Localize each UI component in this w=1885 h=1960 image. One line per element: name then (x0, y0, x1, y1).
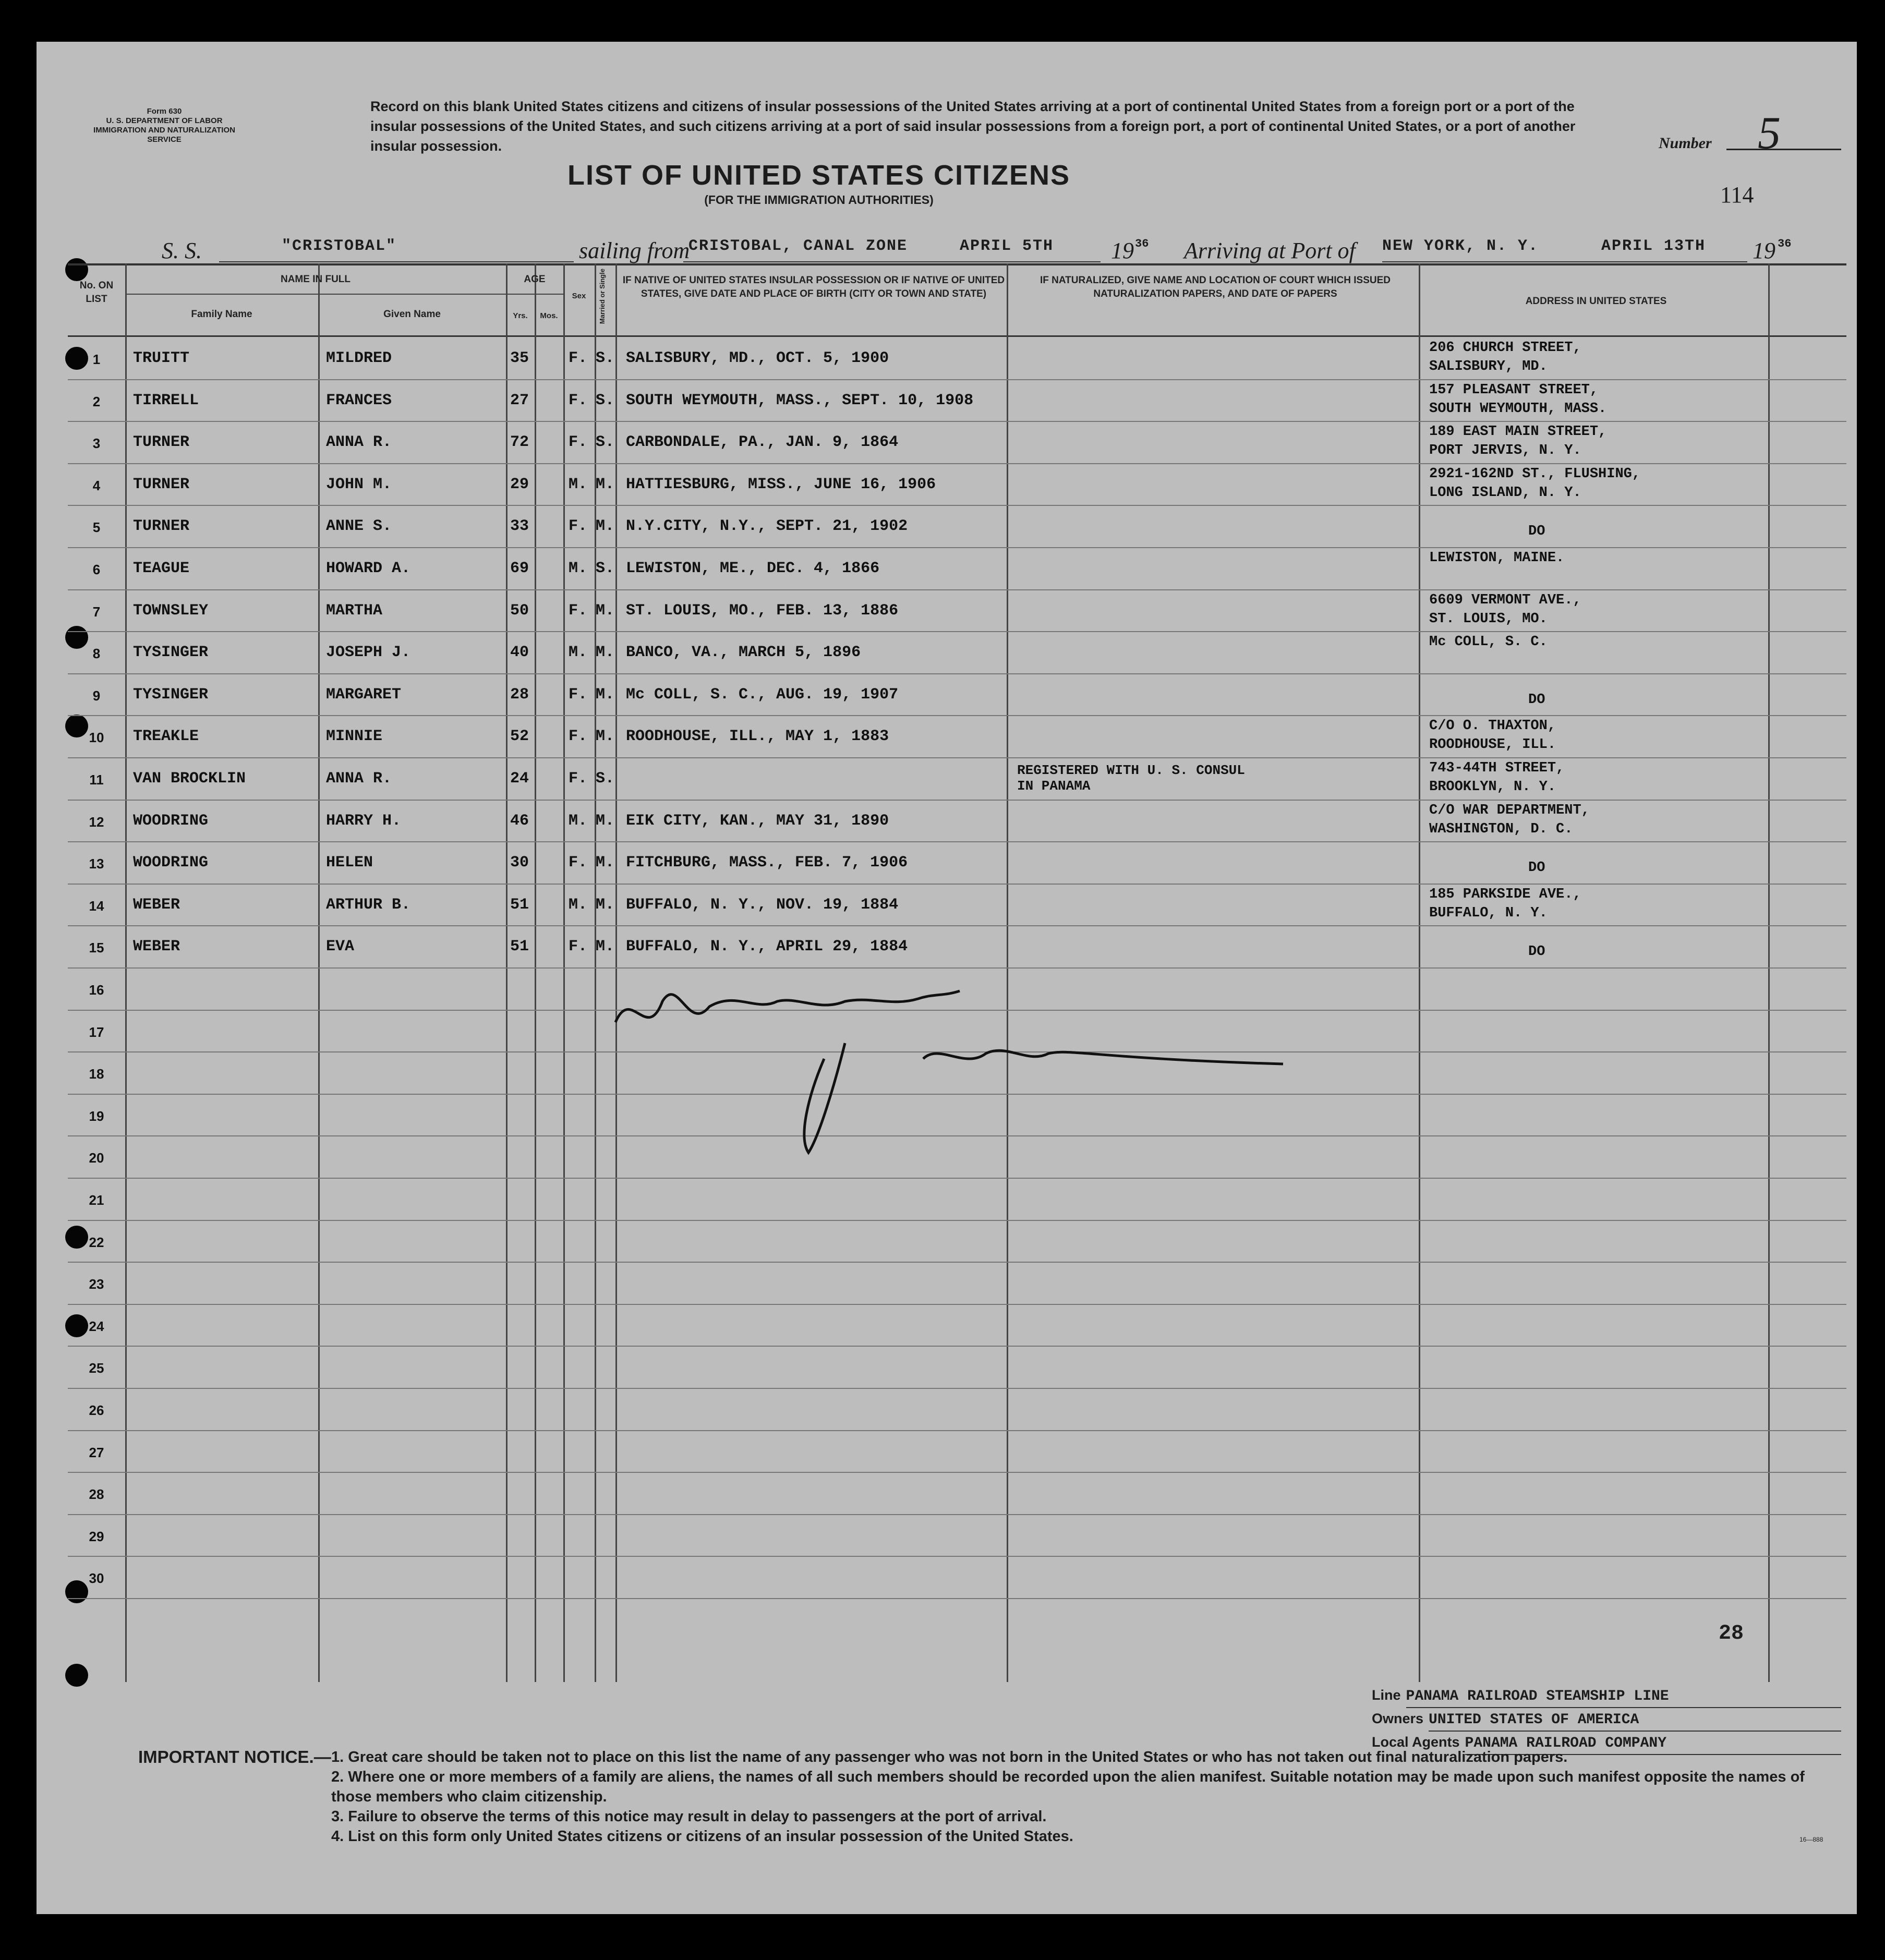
address-line-1: DO (1528, 860, 1545, 876)
row-number: 24 (89, 1318, 104, 1334)
sailing-year: 36 (1135, 237, 1149, 250)
header-name-in-full: NAME IN FULL (280, 274, 351, 285)
row-number: 18 (89, 1066, 104, 1082)
marital-status: S. (596, 560, 615, 577)
given-name: MINNIE (326, 728, 383, 746)
header-sex: Sex (572, 292, 586, 300)
address-line-1: 206 CHURCH STREET, (1429, 340, 1581, 356)
row-rule (68, 505, 1846, 506)
given-name: HELEN (326, 854, 373, 872)
address-line-2: ST. LOUIS, MO. (1429, 611, 1548, 627)
row-number: 29 (89, 1528, 104, 1544)
row-number: 27 (89, 1444, 104, 1460)
age-years: 27 (510, 391, 529, 409)
address-line-2: WASHINGTON, D. C. (1429, 821, 1573, 837)
marital-status: S. (596, 433, 615, 452)
col-rule (1007, 263, 1008, 1682)
address-line-1: DO (1528, 692, 1545, 708)
col-rule (1768, 263, 1770, 1682)
sex: F. (569, 938, 588, 956)
row-rule (68, 1514, 1846, 1515)
age-years: 51 (510, 938, 529, 956)
ss-label: S. S. (162, 238, 202, 263)
sex: F. (569, 685, 588, 704)
age-years: 33 (510, 517, 529, 536)
marital-status: M. (596, 812, 615, 830)
age-years: 29 (510, 475, 529, 493)
row-rule (68, 547, 1846, 548)
line-value: PANAMA RAILROAD STEAMSHIP LINE (1406, 1686, 1841, 1708)
header-given-name: Given Name (383, 309, 441, 320)
address-line-1: 743-44TH STREET, (1429, 760, 1565, 776)
given-name: HARRY H. (326, 812, 402, 830)
age-subrule (506, 294, 563, 295)
marital-status: M. (596, 644, 615, 662)
passenger-table (68, 263, 1846, 1682)
address-line-2: BROOKLYN, N. Y. (1429, 779, 1556, 795)
given-name: ANNE S. (326, 517, 392, 536)
page-title: LIST OF UNITED STATES CITIZENS (567, 160, 1070, 191)
row-number: 14 (89, 898, 104, 914)
header-birth: IF NATIVE OF UNITED STATES INSULAR POSSESSION OR IF NATIVE OF UNITED STATES, GIVE DATE AND PLACE OF BIRTH (CITY OR TOWN AND STATE) (622, 275, 1005, 299)
family-name: WEBER (133, 938, 180, 956)
passenger-count: 28 (1719, 1622, 1744, 1646)
family-name: TYSINGER (133, 685, 209, 704)
col-rule (615, 263, 617, 1682)
marital-status: M. (596, 728, 615, 746)
birth-place-date: HATTIESBURG, MISS., JUNE 16, 1906 (626, 475, 936, 493)
address-line-1: 2921-162ND ST., FLUSHING, (1429, 466, 1641, 482)
important-notice (138, 1747, 1833, 1846)
row-number: 22 (89, 1234, 104, 1250)
address-line-1: LEWISTON, MAINE. (1429, 550, 1565, 566)
row-number: 30 (89, 1570, 104, 1587)
from-underline (683, 261, 1101, 262)
row-number: 2 (92, 393, 101, 409)
col-rule (1419, 263, 1420, 1682)
given-name: MARGARET (326, 685, 402, 704)
arrival-year: 36 (1778, 237, 1792, 250)
address-line-2: PORT JERVIS, N. Y. (1429, 443, 1581, 459)
notice-item: 3. Failure to observe the terms of this notice may result in delay to passengers at the port of arrival. (331, 1808, 1047, 1825)
family-name: TIRRELL (133, 391, 199, 409)
header-yrs: Yrs. (513, 311, 528, 320)
row-rule (68, 925, 1846, 926)
sex: M. (569, 812, 588, 830)
birth-place-date: EIK CITY, KAN., MAY 31, 1890 (626, 812, 889, 830)
row-rule (68, 589, 1846, 590)
row-rule (68, 1556, 1846, 1557)
sex: F. (569, 391, 588, 409)
given-name: HOWARD A. (326, 560, 411, 577)
row-number: 19 (89, 1108, 104, 1124)
row-number: 4 (92, 477, 101, 493)
age-years: 24 (510, 770, 529, 788)
sex: F. (569, 728, 588, 746)
age-years: 52 (510, 728, 529, 746)
address-line-1: C/O O. THAXTON, (1429, 718, 1556, 734)
row-number: 26 (89, 1402, 104, 1418)
row-rule (68, 715, 1846, 716)
row-rule (68, 841, 1846, 842)
manifest-page (37, 42, 1857, 1914)
birth-place-date: FITCHBURG, MASS., FEB. 7, 1906 (626, 854, 908, 872)
year-prefix-2: 19 (1753, 238, 1775, 263)
sex: F. (569, 517, 588, 536)
arrival-port: NEW YORK, N. Y. (1382, 237, 1539, 255)
row-number: 23 (89, 1276, 104, 1292)
sex: F. (569, 854, 588, 872)
birth-place-date: Mc COLL, S. C., AUG. 19, 1907 (626, 685, 899, 704)
given-name: MARTHA (326, 601, 383, 620)
given-name: ARTHUR B. (326, 896, 411, 914)
family-name: WOODRING (133, 854, 209, 872)
row-number: 16 (89, 982, 104, 998)
row-rule (68, 1220, 1846, 1221)
row-rule (68, 631, 1846, 632)
address-line-1: DO (1528, 524, 1545, 540)
family-name: TREAKLE (133, 728, 199, 746)
header-age: AGE (524, 274, 546, 285)
sailing-from: CRISTOBAL, CANAL ZONE (688, 237, 908, 255)
birth-place-date: SALISBURY, MD., OCT. 5, 1900 (626, 349, 889, 367)
number-label: Number (1659, 135, 1712, 152)
age-years: 46 (510, 812, 529, 830)
row-rule (68, 1598, 1846, 1599)
form-code: 16—888 (1799, 1836, 1823, 1843)
family-name: TURNER (133, 517, 190, 536)
marital-status: M. (596, 475, 615, 493)
family-name: WOODRING (133, 812, 209, 830)
row-rule (68, 800, 1846, 801)
address-line-1: 189 EAST MAIN STREET, (1429, 424, 1607, 440)
row-number: 3 (92, 435, 101, 452)
address-line-1: 185 PARKSIDE AVE., (1429, 886, 1581, 902)
row-rule (68, 967, 1846, 969)
family-name: VAN BROCKLIN (133, 770, 246, 788)
row-number: 13 (89, 856, 104, 872)
row-rule (68, 1262, 1846, 1263)
family-name: TURNER (133, 475, 190, 493)
sex: F. (569, 349, 588, 367)
birth-place-date: ST. LOUIS, MO., FEB. 13, 1886 (626, 601, 899, 620)
address-line-2: SOUTH WEYMOUTH, MASS. (1429, 401, 1607, 417)
given-name: EVA (326, 938, 355, 956)
marital-status: M. (596, 685, 615, 704)
owners-label: Owners (1372, 1711, 1424, 1726)
marital-status: M. (596, 938, 615, 956)
sex: F. (569, 433, 588, 452)
header-bottom-rule (68, 335, 1846, 337)
age-years: 28 (510, 685, 529, 704)
given-name: JOSEPH J. (326, 644, 411, 662)
inspector-signature (600, 981, 1330, 1168)
table-top-rule (68, 263, 1846, 265)
birth-place-date: N.Y.CITY, N.Y., SEPT. 21, 1902 (626, 517, 908, 536)
given-name: ANNA R. (326, 770, 392, 788)
row-number: 9 (92, 687, 101, 704)
row-rule (68, 757, 1846, 758)
header-married: Married or Single (598, 268, 606, 324)
family-name: TOWNSLEY (133, 601, 209, 620)
header-naturalized: IF NATURALIZED, GIVE NAME AND LOCATION OF COURT WHICH ISSUED NATURALIZATION PAPERS, AND DATE OF PAPERS (1040, 275, 1391, 299)
record-note: Record on this blank United States citizens and citizens of insular possessions of the United States arriving at a port of continental United States from a foreign port or a port of the insular possessions of the United States, and such citizens arriving at a port of said insular possessions from a foreign port, a port of continental United States, or a port of another insular possession. (370, 99, 1576, 154)
naturalization: REGISTERED WITH U. S. CONSUL IN PANAMA (1017, 763, 1245, 794)
col-rule (318, 263, 320, 1682)
ship-underline (219, 261, 574, 262)
row-number: 28 (89, 1486, 104, 1503)
sex: M. (569, 896, 588, 914)
row-number: 5 (92, 519, 101, 536)
row-number: 10 (89, 730, 104, 746)
row-rule (68, 1388, 1846, 1389)
row-rule (68, 884, 1846, 885)
agents-value: PANAMA RAILROAD COMPANY (1465, 1733, 1841, 1755)
age-years: 35 (510, 349, 529, 367)
row-rule (68, 1304, 1846, 1305)
birth-place-date: BANCO, VA., MARCH 5, 1896 (626, 644, 861, 662)
row-rule (68, 421, 1846, 422)
address-line-2: SALISBURY, MD. (1429, 359, 1548, 374)
notice-title: IMPORTANT NOTICE.— (138, 1747, 331, 1767)
owners-value: UNITED STATES OF AMERICA (1429, 1710, 1841, 1732)
family-name: TRUITT (133, 349, 190, 367)
sex: F. (569, 601, 588, 620)
address-line-2: LONG ISLAND, N. Y. (1429, 485, 1581, 501)
col-rule (125, 263, 127, 1682)
row-rule (68, 463, 1846, 464)
age-years: 50 (510, 601, 529, 620)
given-name: FRANCES (326, 391, 392, 409)
page-number: 114 (1720, 182, 1754, 208)
given-name: ANNA R. (326, 433, 392, 452)
row-number: 12 (89, 814, 104, 830)
row-number: 8 (92, 646, 101, 662)
birth-place-date: ROODHOUSE, ILL., MAY 1, 1883 (626, 728, 889, 746)
arriving-label: Arriving at Port of (1184, 238, 1356, 263)
age-years: 30 (510, 854, 529, 872)
marital-status: S. (596, 391, 615, 409)
marital-status: M. (596, 896, 615, 914)
agents-label: Local Agents (1372, 1734, 1460, 1750)
address-line-1: 157 PLEASANT STREET, (1429, 382, 1599, 398)
marital-status: M. (596, 854, 615, 872)
col-rule (563, 263, 565, 1682)
family-name: WEBER (133, 896, 180, 914)
sex: M. (569, 644, 588, 662)
name-subrule (125, 294, 506, 295)
sailing-date: APRIL 5TH (960, 237, 1054, 255)
ship-name: "CRISTOBAL" (282, 237, 397, 255)
age-years: 69 (510, 560, 529, 577)
birth-place-date: CARBONDALE, PA., JAN. 9, 1864 (626, 433, 899, 452)
row-rule (68, 673, 1846, 674)
row-number: 17 (89, 1024, 104, 1040)
header-no: No. ON LIST (79, 280, 114, 305)
sex: M. (569, 475, 588, 493)
row-number: 15 (89, 940, 104, 956)
given-name: JOHN M. (326, 475, 392, 493)
sailing-label: sailing from (579, 238, 690, 263)
notice-item: 2. Where one or more members of a family are aliens, the names of all such members should be recorded upon the alien manifest. Suitable notation may be made upon such manifest opposite the names of those members who claim citizenship. (331, 1769, 1805, 1805)
number-underline (1726, 149, 1841, 150)
row-number: 11 (89, 772, 104, 788)
year-prefix: 19 (1111, 238, 1134, 263)
marital-status: M. (596, 601, 615, 620)
age-years: 51 (510, 896, 529, 914)
birth-place-date: BUFFALO, N. Y., APRIL 29, 1884 (626, 938, 908, 956)
arrival-date: APRIL 13TH (1601, 237, 1706, 255)
marital-status: S. (596, 770, 615, 788)
marital-status: S. (596, 349, 615, 367)
line-label: Line (1372, 1687, 1401, 1703)
row-number: 21 (89, 1192, 104, 1208)
col-rule (506, 263, 508, 1682)
row-rule (68, 379, 1846, 380)
birth-place-date: LEWISTON, ME., DEC. 4, 1866 (626, 560, 880, 577)
header-mos: Mos. (540, 311, 558, 320)
age-years: 40 (510, 644, 529, 662)
row-number: 6 (92, 562, 101, 577)
family-name: TURNER (133, 433, 190, 452)
row-rule (68, 1430, 1846, 1431)
address-line-2: BUFFALO, N. Y. (1429, 905, 1548, 921)
birth-place-date: BUFFALO, N. Y., NOV. 19, 1884 (626, 896, 899, 914)
address-line-1: Mc COLL, S. C. (1429, 634, 1548, 650)
birth-place-date: SOUTH WEYMOUTH, MASS., SEPT. 10, 1908 (626, 391, 974, 409)
col-rule (535, 263, 536, 1682)
port-underline (1382, 261, 1747, 262)
header-family-name: Family Name (191, 309, 252, 320)
page-subtitle: (FOR THE IMMIGRATION AUTHORITIES) (704, 193, 934, 207)
row-rule (68, 1178, 1846, 1179)
form-id: Form 630 U. S. DEPARTMENT OF LABOR IMMIGRATION AND NATURALIZATION SERVICE (93, 107, 235, 144)
address-line-1: C/O WAR DEPARTMENT, (1429, 802, 1590, 818)
list-number: 5 (1758, 108, 1781, 159)
marital-status: M. (596, 517, 615, 536)
row-number: 7 (92, 603, 101, 620)
address-line-1: DO (1528, 944, 1545, 960)
family-name: TEAGUE (133, 560, 190, 577)
row-number: 25 (89, 1360, 104, 1376)
row-number: 1 (92, 352, 101, 367)
address-line-2: ROODHOUSE, ILL. (1429, 737, 1556, 753)
notice-item: 1. Great care should be taken not to place on this list the name of any passenger who was not born in the United States or who has not taken out final naturalization papers. (331, 1749, 1568, 1765)
row-rule (68, 1346, 1846, 1347)
given-name: MILDRED (326, 349, 392, 367)
address-line-1: 6609 VERMONT AVE., (1429, 592, 1581, 608)
sex: F. (569, 770, 588, 788)
sex: M. (569, 560, 588, 577)
voyage-line (42, 237, 1852, 266)
notice-item: 4. List on this form only United States citizens or citizens of an insular possession of the United States. (331, 1828, 1073, 1845)
family-name: TYSINGER (133, 644, 209, 662)
row-rule (68, 1472, 1846, 1473)
header-address: ADDRESS IN UNITED STATES (1525, 296, 1667, 307)
row-number: 20 (89, 1150, 104, 1166)
age-years: 72 (510, 433, 529, 452)
line-info (1372, 1685, 1841, 1755)
